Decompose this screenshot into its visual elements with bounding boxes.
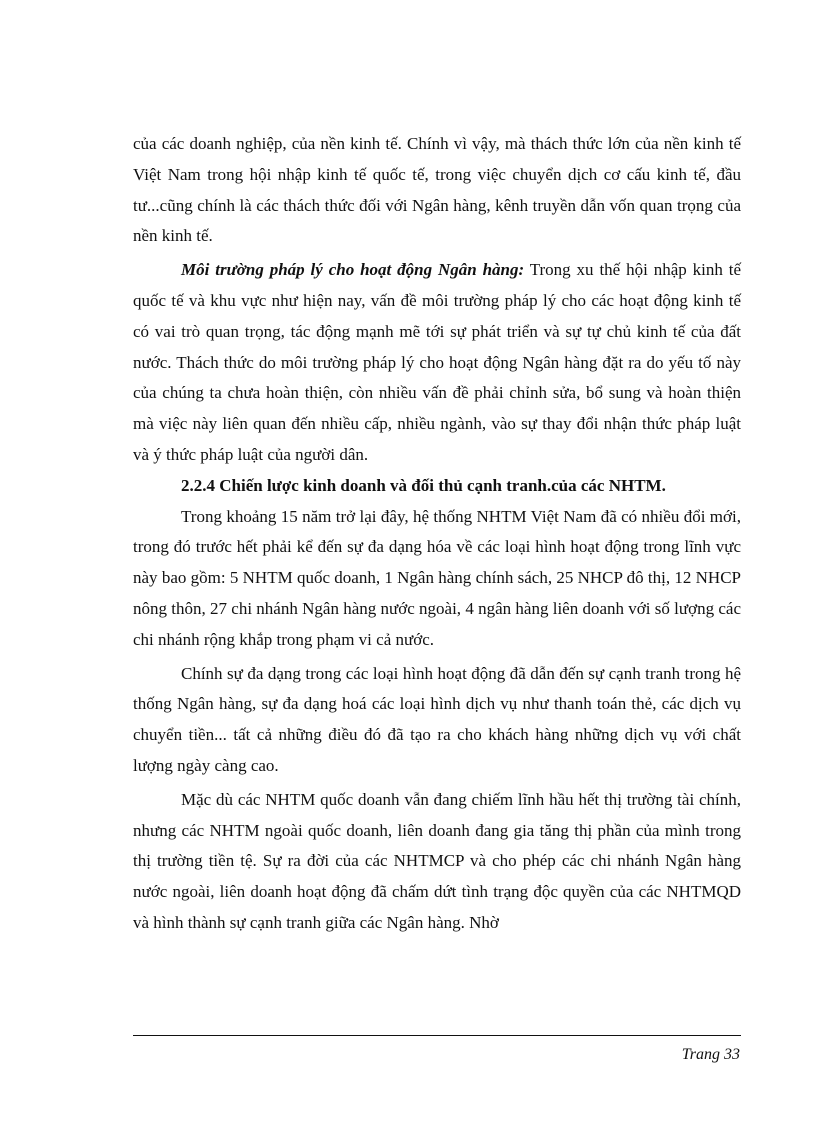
footer-divider <box>133 1035 741 1036</box>
paragraph-1: của các doanh nghiệp, của nền kinh tế. Chính vì vậy, mà thách thức lớn của nền kinh tế Việt Nam trong hội nhập kinh tế quốc tế, trong việc chuyển dịch cơ cấu kinh tế, đầu tư...cũng chính là các thách thức đối với Ngân hàng, kênh truyền dẫn vốn quan trọng của nền kinh tế. <box>133 134 741 246</box>
page-number: Trang 33 <box>681 1046 740 1063</box>
paragraph-2-lead: Môi trường pháp lý cho hoạt động Ngân hàng: <box>181 260 525 280</box>
section-heading: 2.2.4 Chiến lược kinh doanh và đối thủ cạnh tranh.của các NHTM. <box>181 475 666 495</box>
paragraph-5: Mặc dù các NHTM quốc doanh vẫn đang chiếm lĩnh hầu hết thị trường tài chính, nhưng các NHTM ngoài quốc doanh, liên doanh đang gia tăng thị phần của mình trong thị trường tiền tệ. Sự ra đời của các NHTMCP và cho phép các chi nhánh Ngân hàng nước ngoài, liên doanh hoạt động đã chấm dứt tình trạng độc quyền của các NHTMQD và hình thành sự cạnh tranh giữa các Ngân hàng. Nhờ <box>133 789 741 932</box>
document-body <box>133 129 741 939</box>
paragraph-2 <box>133 255 741 471</box>
paragraph-4: Chính sự đa dạng trong các loại hình hoạt động đã dẫn đến sự cạnh tranh trong hệ thống Ngân hàng, sự đa dạng hoá các loại hình dịch vụ như thanh toán thẻ, các dịch vụ chuyển tiền... tất cả những điều đó đã tạo ra cho khách hàng những dịch vụ với chất lượng ngày càng cao. <box>133 663 741 775</box>
paragraph-2-body: Trong xu thế hội nhập kinh tế quốc tế và khu vực như hiện nay, vấn đề môi trường pháp lý cho các hoạt động kinh tế có vai trò quan trọng, tác động mạnh mẽ tới sự phát triển và sự tự chủ kinh tế của đất nước. Thách thức do môi trường pháp lý cho hoạt động Ngân hàng đặt ra do yếu tố này của chúng ta chưa hoàn thiện, còn nhiều vấn đề phải chỉnh sửa, bổ sung và hoàn thiện mà việc này liên quan đến nhiều cấp, nhiều ngành, vào sự thay đổi nhận thức pháp luật và ý thức pháp luật của người dân. <box>133 260 741 464</box>
paragraph-3: Trong khoảng 15 năm trở lại đây, hệ thống NHTM Việt Nam đã có nhiều đổi mới, trong đó trước hết phải kể đến sự đa dạng hóa về các loại hình hoạt động trong lĩnh vực này bao gồm: 5 NHTM quốc doanh, 1 Ngân hàng chính sách, 25 NHCP đô thị, 12 NHCP nông thôn, 27 chi nhánh Ngân hàng nước ngoài, 4 ngân hàng liên doanh với số lượng các chi nhánh rộng khắp trong phạm vi cả nước. <box>133 506 741 649</box>
